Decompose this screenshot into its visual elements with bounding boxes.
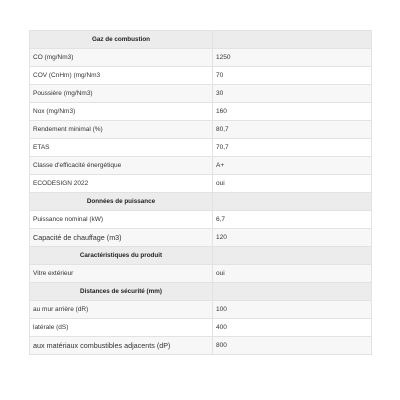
row-label: COV (CnHm) (mg/Nm3	[30, 67, 213, 85]
table-row	[30, 139, 372, 157]
section-header-spacer	[213, 247, 372, 265]
row-value: 100	[213, 301, 372, 319]
row-value: 70	[213, 67, 372, 85]
row-label: CO (mg/Nm3)	[30, 49, 213, 67]
row-value: 160	[213, 103, 372, 121]
row-value: 120	[213, 229, 372, 247]
table-row	[30, 121, 372, 139]
row-value: 1250	[213, 49, 372, 67]
table-row	[30, 319, 372, 337]
row-label: ECODESIGN 2022	[30, 175, 213, 193]
specifications-table	[29, 30, 372, 355]
table-row	[30, 103, 372, 121]
table-row	[30, 49, 372, 67]
section-header-gaz-de-combustion	[30, 31, 372, 49]
row-label: Vitre extérieur	[30, 265, 213, 283]
row-value: 800	[213, 337, 372, 355]
table-row	[30, 67, 372, 85]
section-title: Caractéristiques du produit	[30, 247, 213, 265]
table-row	[30, 229, 372, 247]
row-label: ETAS	[30, 139, 213, 157]
row-label: Capacité de chauffage (m3)	[30, 229, 213, 247]
row-label: Classe d'efficacité énergétique	[30, 157, 213, 175]
row-value: 6,7	[213, 211, 372, 229]
table-row	[30, 85, 372, 103]
row-label: au mur arrière (dR)	[30, 301, 213, 319]
table-row	[30, 175, 372, 193]
row-label: Puissance nominal (kW)	[30, 211, 213, 229]
specifications-table-body	[30, 31, 372, 355]
row-value: A+	[213, 157, 372, 175]
row-value: oui	[213, 265, 372, 283]
section-header-donnees-de-puissance	[30, 193, 372, 211]
section-header-spacer	[213, 193, 372, 211]
row-value: 80,7	[213, 121, 372, 139]
section-header-distances-de-securite	[30, 283, 372, 301]
row-value: 30	[213, 85, 372, 103]
row-value: 70,7	[213, 139, 372, 157]
row-label: latérale (dS)	[30, 319, 213, 337]
section-title: Gaz de combustion	[30, 31, 213, 49]
section-header-spacer	[213, 31, 372, 49]
row-label: Nox (mg/Nm3)	[30, 103, 213, 121]
row-value: oui	[213, 175, 372, 193]
table-row	[30, 265, 372, 283]
table-row	[30, 337, 372, 355]
section-title: Distances de sécurité (mm)	[30, 283, 213, 301]
table-row	[30, 211, 372, 229]
section-title: Données de puissance	[30, 193, 213, 211]
section-header-spacer	[213, 283, 372, 301]
row-label: aux matériaux combustibles adjacents (dP)	[30, 337, 213, 355]
table-row	[30, 157, 372, 175]
row-value: 400	[213, 319, 372, 337]
row-label: Poussière (mg/Nm3)	[30, 85, 213, 103]
row-label: Rendement minimal (%)	[30, 121, 213, 139]
table-row	[30, 301, 372, 319]
section-header-caracteristiques-du-produit	[30, 247, 372, 265]
